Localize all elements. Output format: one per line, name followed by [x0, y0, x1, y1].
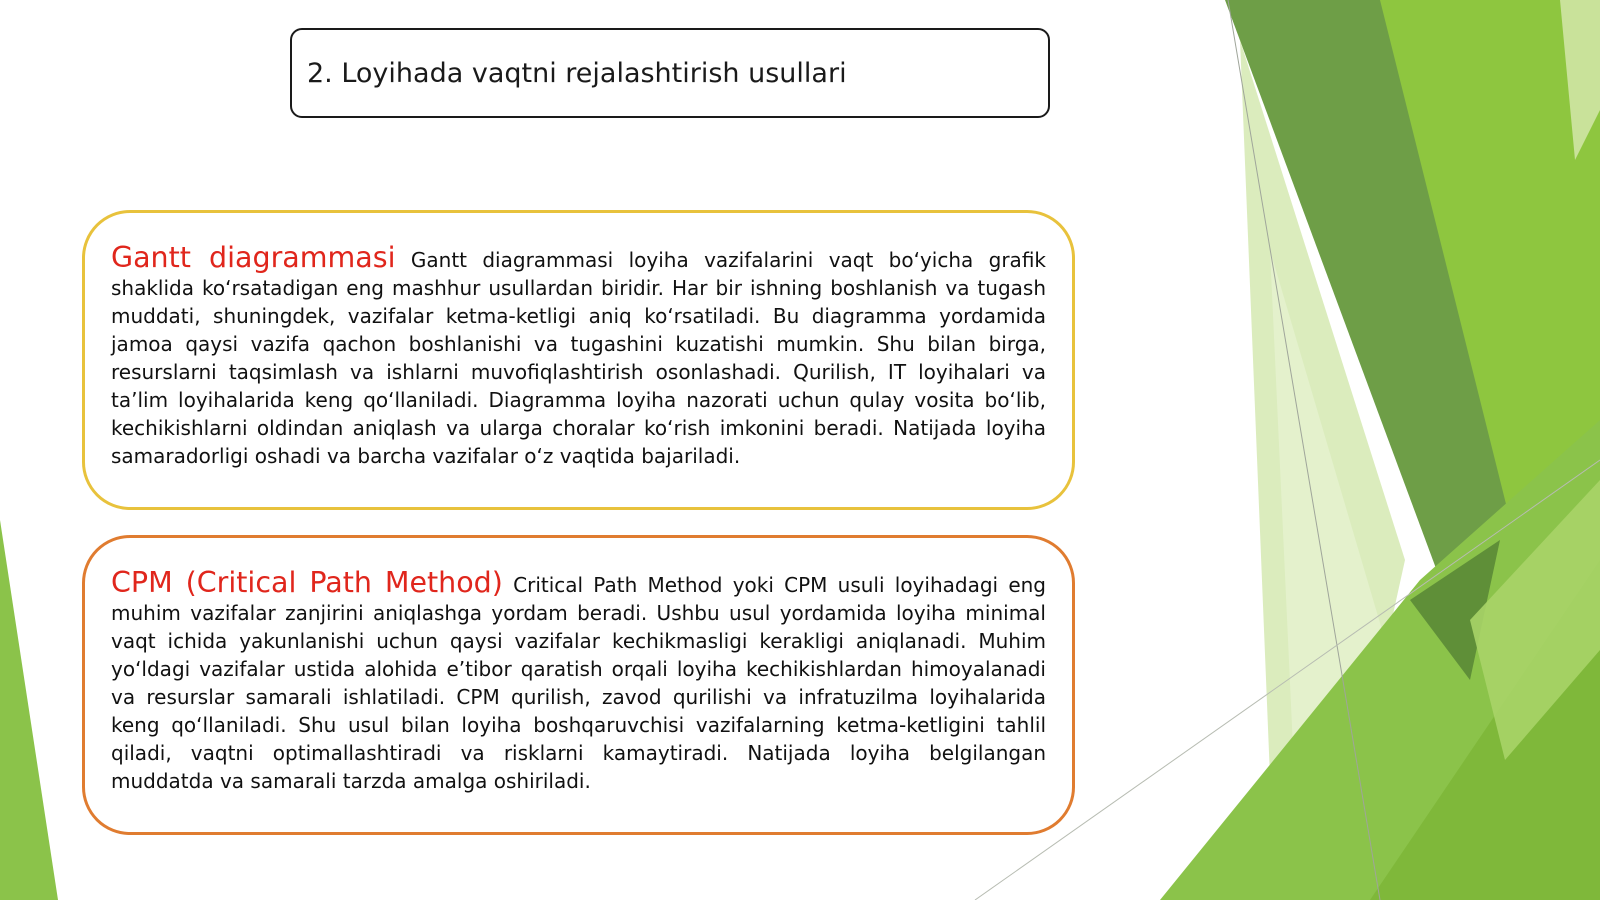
gantt-heading: Gantt diagrammasi — [111, 241, 396, 274]
gantt-text: Gantt diagrammasi loyiha vazifalarini vaqt bo‘yicha grafik shaklida ko‘rsatadigan eng mashhur usullardan biridir. Har bir ishning boshlanish va tugash muddati, shuningdek, vazifalar ketma-ketligi aniq ko‘rsatiladi. Bu diagramma yordamida jamoa qaysi vazifa qachon boshlanishi va tugashini kuzatishi mumkin. Shu bilan birga, resurslarni taqsimlash va ishlarni muvofiqlashtirish osonlashadi. Qurilish, IT loyihalari va ta’lim loyihalarida keng qo‘llaniladi. Diagramma loyiha nazorati uchun qulay vosita bo‘lib, kechikishlarni oldindan aniqlash va ularga choralar ko‘rish imkonini beradi. Natijada loyiha samaradorligi oshadi va barcha vazifalar o‘z vaqtida bajariladi. — [111, 248, 1046, 468]
slide-title: 2. Loyihada vaqtni rejalashtirish usullari — [307, 57, 847, 89]
facet-left-green — [0, 520, 58, 900]
title-box — [290, 28, 1050, 118]
cpm-text: Critical Path Method yoki CPM usuli loyihadagi eng muhim vazifalar zanjirini aniqlashga yordam beradi. Ushbu usul yordamida loyiha minimal vaqt ichida yakunlanishi uchun qaysi vazifalar kechikmasligi kerakligi aniqlanadi. Muhim yo‘ldagi vazifalar ustida alohida e’tibor qaratish orqali loyiha kechikishlardan himoyalanadi va resurslar samarali ishlatiladi. CPM qurilish, zavod qurilishi va infratuzilma loyihalarida keng qo‘llaniladi. Shu usul bilan loyiha boshqaruvchisi vazifalarning ketma-ketligini tahlil qiladi, vaqtni optimallashtiradi va risklarni kamaytiradi. Natijada loyiha belgilangan muddatda va samarali tarzda amalga oshiriladi. — [111, 573, 1046, 793]
cpm-paragraph — [111, 566, 1046, 795]
cpm-card — [82, 535, 1075, 835]
gantt-card — [82, 210, 1075, 510]
cpm-heading: CPM (Critical Path Method) — [111, 566, 503, 599]
gantt-paragraph — [111, 241, 1046, 470]
